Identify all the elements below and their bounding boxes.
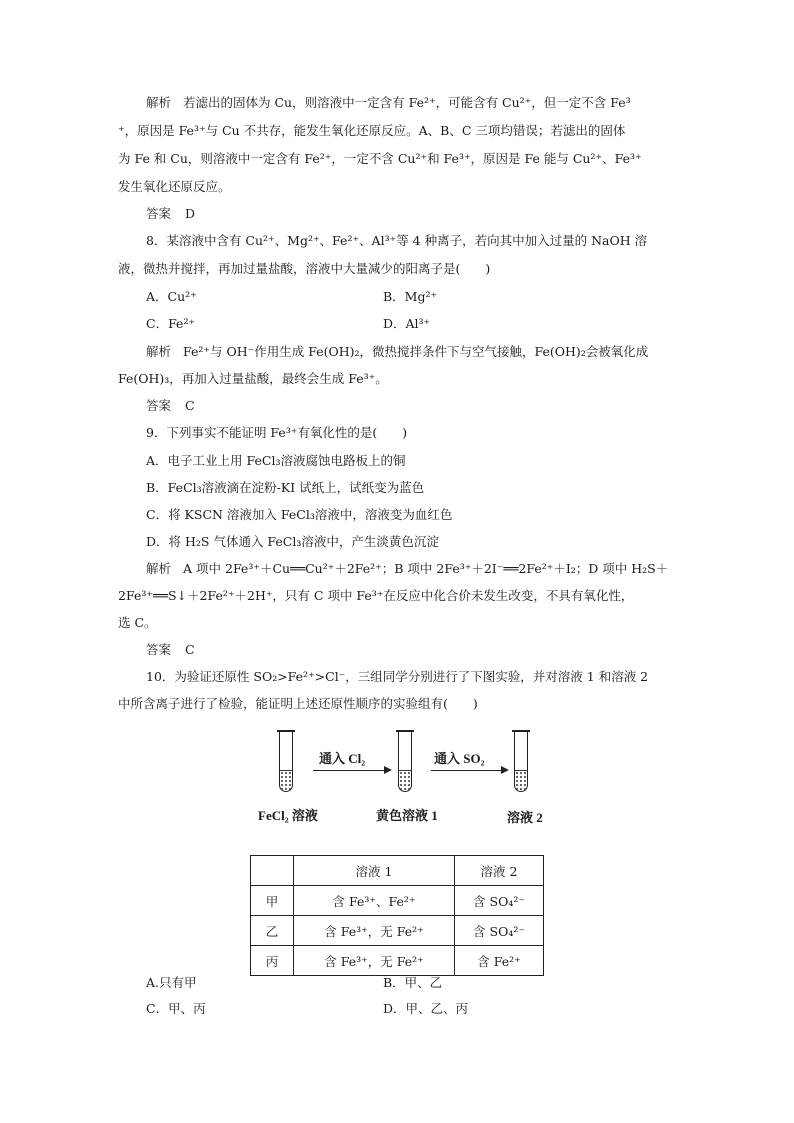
- step-2-label: 通入 SO₂: [434, 751, 485, 766]
- q8-option-b: B．Mg²⁺: [383, 289, 438, 304]
- answer-label: 答案: [146, 206, 172, 221]
- q8-option-a: A．Cu²⁺: [146, 289, 197, 304]
- tube-1-caption: FeCl₂ 溶液: [258, 808, 318, 823]
- step-1-label: 通入 Cl₂: [319, 751, 366, 766]
- q10-option-a: A.只有甲: [146, 975, 197, 990]
- analysis-9-line-3: 选 C。: [118, 615, 157, 630]
- analysis-8-line-2: Fe(OH)₃，再加入过量盐酸，最终会生成 Fe³⁺。: [118, 371, 388, 386]
- analysis-9-line-1: 解析 A 项中 2Fe³⁺＋Cu══Cu²⁺＋2Fe²⁺；B 项中 2Fe³⁺＋2I⁻══2Fe²⁺＋I₂；D 项中 H₂S＋: [146, 561, 669, 576]
- test-tube-1: [279, 730, 293, 792]
- test-tube-2: [398, 730, 412, 792]
- analysis-9-line-2: 2Fe³⁺══S↓＋2Fe²⁺＋2H⁺，只有 C 项中 Fe³⁺在反应中化合价未发生改变，不具有氧化性，: [118, 588, 634, 603]
- solution-1-ions: 含 Fe³⁺，无 Fe²⁺: [294, 916, 455, 946]
- q9-option-a: A．电子工业上用 FeCl₃溶液腐蚀电路板上的铜: [146, 453, 406, 468]
- q9-option-d: D．将 H₂S 气体通入 FeCl₃溶液中，产生淡黄色沉淀: [146, 534, 439, 549]
- arrow-1: [313, 770, 386, 771]
- solution-level: [399, 770, 411, 791]
- solution-2-ions: 含 Fe²⁺: [455, 946, 544, 976]
- analysis-8-line-1: 解析 Fe²⁺与 OH⁻作用生成 Fe(OH)₂，微热搅拌条件下与空气接触，Fe(OH)₂会被氧化成: [146, 344, 649, 359]
- tube-2-caption: 黄色溶液 1: [376, 808, 438, 823]
- arrow-head-icon: [501, 766, 509, 774]
- analysis-label: 解析: [146, 95, 172, 110]
- solution-level: [515, 770, 527, 791]
- arrow-2: [431, 770, 503, 771]
- q8-option-c: C．Fe²⁺: [146, 316, 196, 331]
- analysis-7-line-1: 解析 若滤出的固体为 Cu，则溶液中一定含有 Fe²⁺，可能含有 Cu²⁺，但一定不含 Fe³: [146, 95, 631, 110]
- q10-option-d: D．甲、乙、丙: [383, 1001, 469, 1016]
- test-tube-3: [514, 730, 528, 792]
- answer-7: [146, 204, 706, 224]
- answer-value: C: [185, 642, 195, 657]
- answer-value: D: [185, 206, 196, 221]
- q9-option-b: B．FeCl₃溶液滴在淀粉-KI 试纸上，试纸变为蓝色: [146, 480, 425, 495]
- table-row: [251, 916, 544, 946]
- q10-option-c: C．甲、丙: [146, 1001, 206, 1016]
- results-table: [250, 855, 544, 976]
- tube-3-caption: 溶液 2: [507, 810, 543, 825]
- analysis-7-line-3: 为 Fe 和 Cu，则溶液中一定含有 Fe²⁺，一定不含 Cu²⁺和 Fe³⁺，原因是 Fe 能与 Cu²⁺、Fe³⁺: [118, 151, 642, 166]
- solution-1-ions: 含 Fe³⁺，无 Fe²⁺: [294, 946, 455, 976]
- group-name: 甲: [251, 886, 294, 916]
- question-9-stem: 9．下列事实不能证明 Fe³⁺有氧化性的是( ): [146, 425, 408, 440]
- q9-option-c: C．将 KSCN 溶液加入 FeCl₃溶液中，溶液变为血红色: [146, 507, 453, 522]
- analysis-7-line-2: ⁺，原因是 Fe³⁺与 Cu 不共存，能发生氧化还原反应。A、B、C 三项均错误；若滤出的固体: [118, 123, 626, 138]
- solution-2-ions: 含 SO₄²⁻: [455, 886, 544, 916]
- analysis-label: 解析: [146, 561, 172, 576]
- table-header-row: [251, 856, 544, 886]
- group-name: 乙: [251, 916, 294, 946]
- analysis-label: 解析: [146, 344, 172, 359]
- answer-label: 答案: [146, 398, 172, 413]
- answer-9: [146, 640, 706, 660]
- table-row: [251, 886, 544, 916]
- table-header-cell: 溶液 1: [294, 856, 455, 886]
- analysis-7-line-4: 发生氧化还原反应。: [118, 179, 231, 194]
- table-header-cell: 溶液 2: [455, 856, 544, 886]
- question-8-line-2: 液，微热并搅拌，再加过量盐酸，溶液中大量减少的阳离子是( ): [118, 261, 491, 276]
- solution-1-ions: 含 Fe³⁺、Fe²⁺: [294, 886, 455, 916]
- question-8-line-1: 8．某溶液中含有 Cu²⁺、Mg²⁺、Fe²⁺、Al³⁺等 4 种离子，若向其中加入过量的 NaOH 溶: [146, 233, 648, 248]
- answer-label: 答案: [146, 642, 172, 657]
- solution-2-ions: 含 SO₄²⁻: [455, 916, 544, 946]
- answer-8: [146, 396, 706, 416]
- q10-option-b: B．甲、乙: [383, 975, 443, 990]
- solution-level: [280, 770, 292, 791]
- question-10-line-1: 10．为验证还原性 SO₂>Fe²⁺>Cl⁻，三组同学分别进行了下图实验，并对溶液 1 和溶液 2: [146, 669, 649, 684]
- table-row: [251, 946, 544, 976]
- experiment-diagram: [250, 726, 570, 826]
- group-name: 丙: [251, 946, 294, 976]
- answer-value: C: [185, 398, 195, 413]
- arrow-head-icon: [384, 766, 392, 774]
- question-10-line-2: 中所含离子进行了检验，能证明上述还原性顺序的实验组有( ): [118, 696, 478, 711]
- q8-option-d: D．Al³⁺: [383, 316, 431, 331]
- table-header-cell: [251, 856, 294, 886]
